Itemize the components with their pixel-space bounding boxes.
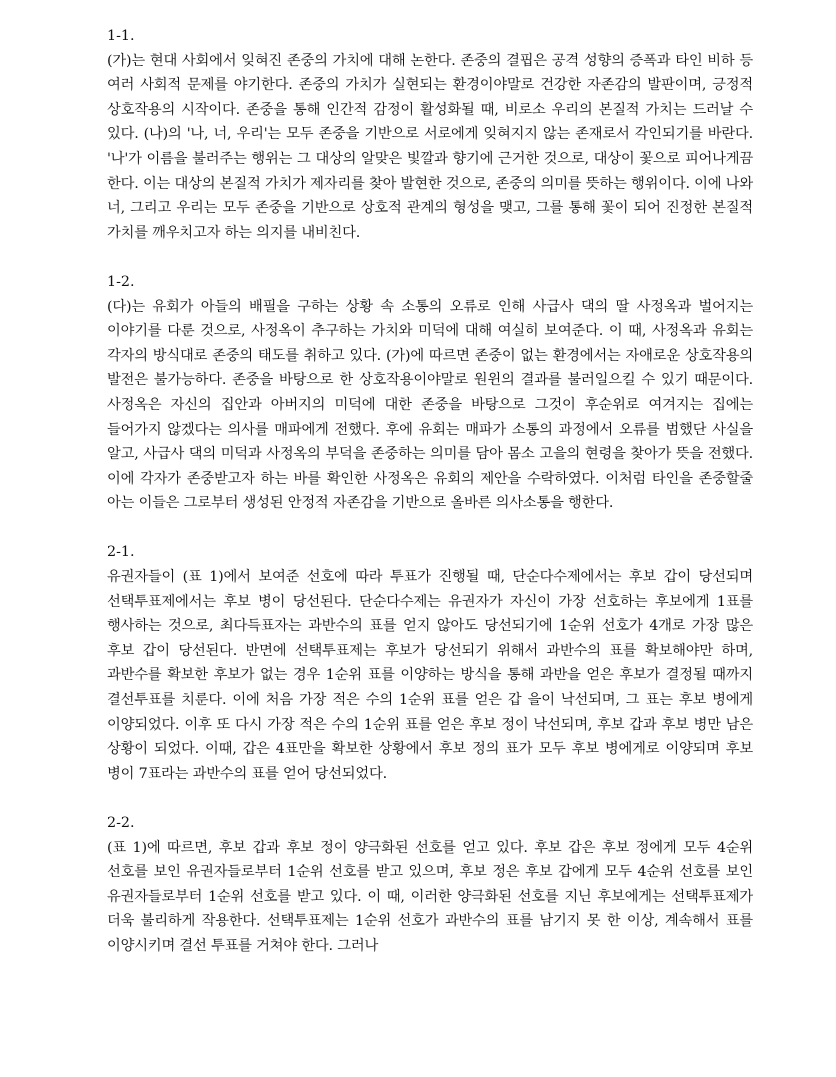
- section-number: 2-1.: [107, 544, 135, 561]
- section-paragraph: 유권자들이 (표 1)에서 보여준 선호에 따라 투표가 진행될 때, 단순다수제에서는 후보 갑이 당선되며 선택투표제에서는 후보 병이 당선된다. 단순다수제는 유권자가 자신이 가장 선호하는 후보에게 1표를 행사하는 것으로, 최다득표자는 과반수의 표를 얻지 않아도 당선되기에 1순위 선호가 4개로 가장 많은 후보 갑이 당선된다. 반면에 선택투표제는 후보가 당선되기 위해서 과반수의 표를 확보해야만 하며, 과반수를 확보한 후보가 없는 경우 1순위 표를 이양하는 방식을 통해 과반을 얻은 후보가 결정될 때까지 결선투표를 치룬다. 이에 처음 가장 적은 수의 1순위 표를 얻은 갑 을이 낙선되며, 그 표는 후보 병에게 이양되었다. 이후 또 다시 가장 적은 수의 1순위 표를 얻은 후보 정이 낙선되며, 후보 갑과 후보 병만 남은 상황이 되었다. 이때, 갑은 4표만을 확보한 상황에서 후보 정의 표가 모두 후보 병에게로 이양되며 후보 병이 7표라는 과반수의 표를 얻어 당선되었다.: [107, 569, 753, 782]
- section-paragraph: (가)는 현대 사회에서 잊혀진 존중의 가치에 대해 논한다. 존중의 결핍은 공격 성향의 증폭과 타인 비하 등 여러 사회적 문제를 야기한다. 존중의 가치가 실현되는 환경이야말로 건강한 자존감의 발판이며, 긍정적 상호작용의 시작이다. 존중을 통해 인간적 감정이 활성화될 때, 비로소 우리의 본질적 가치는 드러날 수 있다. (나)의 '나, 너, 우리'는 모두 존중을 기반으로 서로에게 잊혀지지 않는 존재로서 각인되기를 바란다. '나'가 이름을 불러주는 행위는 그 대상의 알맞은 빛깔과 향기에 근거한 것으로, 대상이 꽃으로 피어나게끔 한다. 이는 대상의 본질적 가치가 제자리를 찾아 발현한 것으로, 존중의 의미를 뜻하는 행위이다. 이에 나와 너, 그리고 우리는 모두 존중을 기반으로 상호적 관계의 형성을 맺고, 그를 통해 꽃이 되어 진정한 본질적 가치를 깨우치고자 하는 의지를 내비친다.: [107, 52, 753, 241]
- section-number: 1-2.: [107, 273, 135, 290]
- section-number: 2-2.: [107, 815, 135, 831]
- section-2-1: [107, 540, 753, 786]
- section-paragraph: (다)는 유회가 아들의 배필을 구하는 상황 속 소통의 오류로 인해 사급사 댁의 딸 사정옥과 벌어지는 이야기를 다룬 것으로, 사정옥이 추구하는 가치와 미덕에 대해 여실히 보여준다. 이 때, 사정옥과 유회는 각자의 방식대로 존중의 태도를 취하고 있다. (가)에 따르면 존중이 없는 환경에서는 자애로운 상호작용의 발전은 불가능하다. 존중을 바탕으로 한 상호작용이야말로 원윈의 결과를 불러일으킬 수 있기 때문이다. 사정옥은 자신의 집안과 아버지의 미덕에 대한 존중을 바탕으로 그것이 후순위로 여겨지는 집에는 들어가지 않겠다는 의사를 매파에게 전했다. 후에 유회는 매파가 소통의 과정에서 오류를 범했단 사실을 알고, 사급사 댁의 미덕과 사정옥의 부덕을 존중하는 의미를 담아 몸소 고을의 현령을 찾아가 뜻을 전했다. 이에 각자가 존중받고자 하는 바를 확인한 사정옥은 유회의 제안을 수락하였다. 이처럼 타인을 존중할줄 아는 이들은 그로부터 생성된 안정적 자존감을 기반으로 올바른 의사소통을 행한다.: [107, 298, 753, 512]
- section-number: 1-1.: [107, 28, 135, 44]
- section-2-2: [107, 811, 753, 959]
- document-page: [107, 24, 753, 983]
- section-1-2: [107, 270, 753, 516]
- section-1-1: [107, 24, 753, 245]
- section-paragraph: (표 1)에 따르면, 후보 갑과 후보 정이 양극화된 선호를 얻고 있다. 후보 갑은 후보 정에게 모두 4순위 선호를 보인 유권자들로부터 1순위 선호를 받고 있으며, 후보 정은 후보 갑에게 모두 4순위 선호를 보인 유권자들로부터 1순위 선호를 받고 있다. 이 때, 이러한 양극화된 선호를 지닌 후보에게는 선택투표제가 더욱 불리하게 작용한다. 선택투표제는 1순위 선호가 과반수의 표를 남기지 못 한 이상, 계속해서 표를 이양시키며 결선 투표를 거쳐야 한다. 그러나: [107, 839, 753, 954]
